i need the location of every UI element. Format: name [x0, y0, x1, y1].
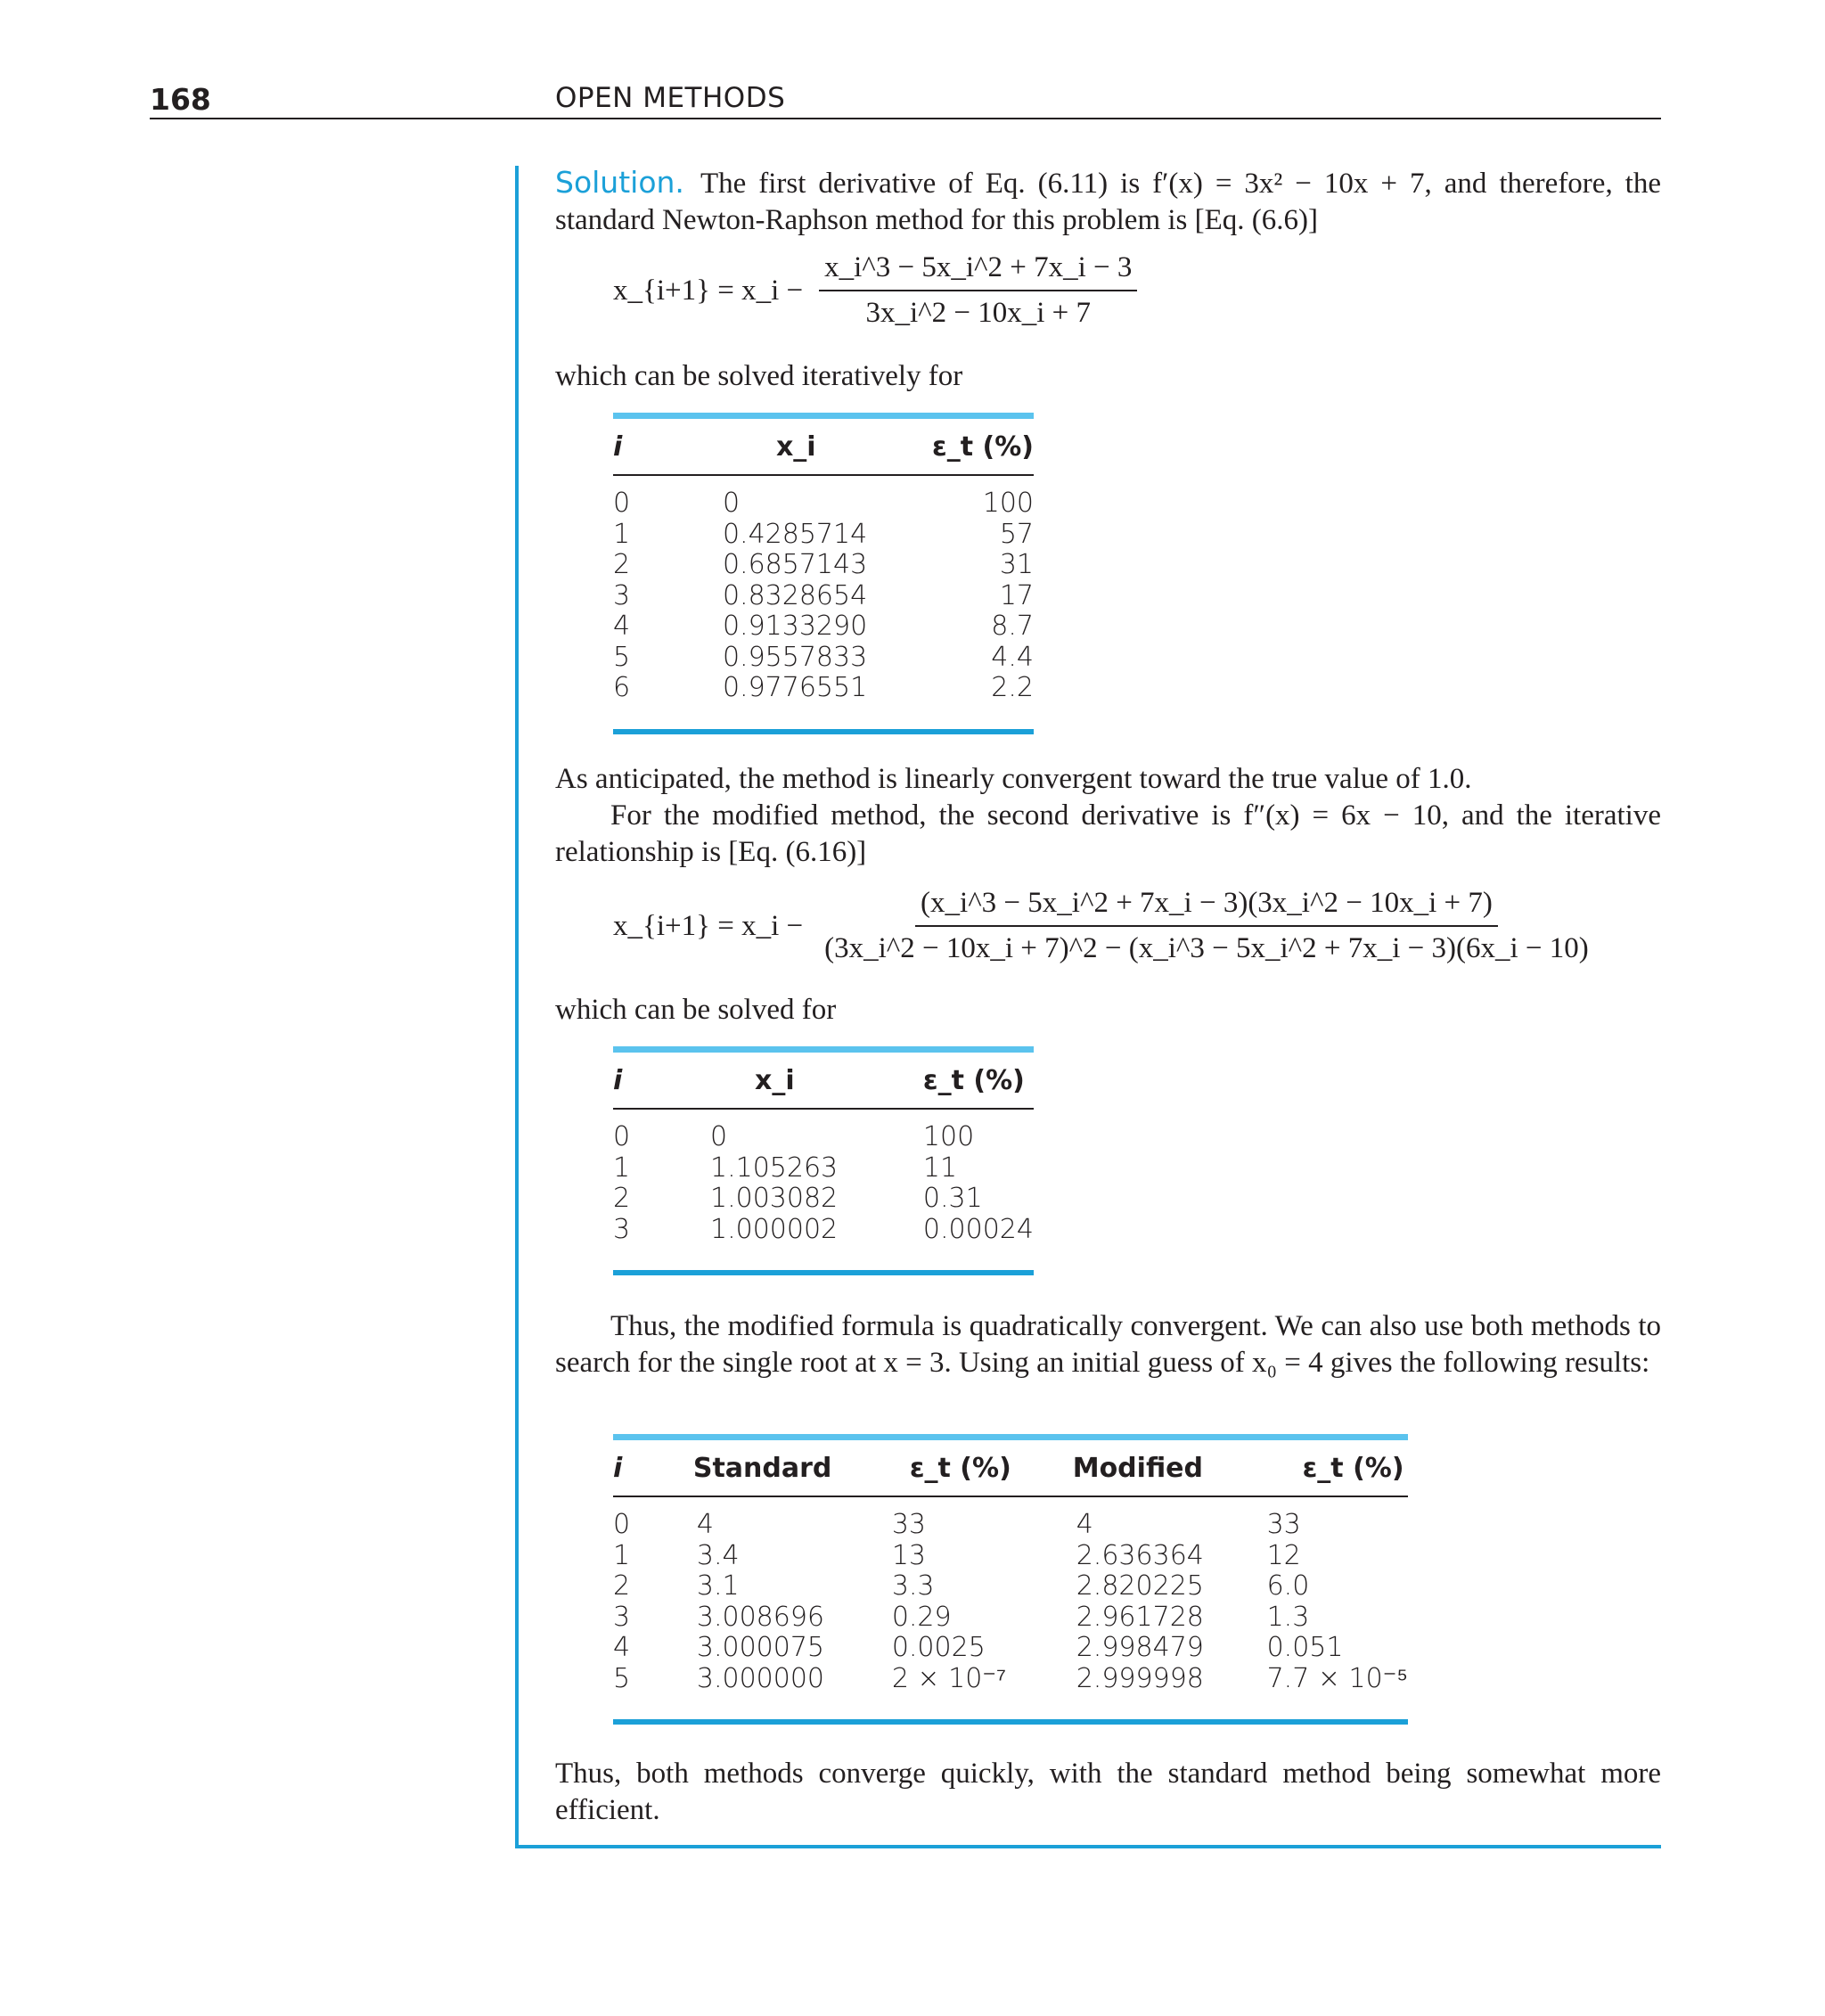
table-cell: 2 × 10⁻⁷	[891, 1662, 1006, 1694]
table-row	[613, 1153, 1034, 1184]
table-row	[613, 643, 1034, 674]
table-cell: 3	[613, 579, 631, 611]
table-cell: 11	[922, 1151, 958, 1184]
table-cell: 2.998479	[1076, 1632, 1204, 1663]
table-cell: 0.31	[922, 1183, 983, 1214]
table-cell: 2	[613, 1570, 631, 1602]
table-row	[613, 581, 1034, 612]
table-cell: 31	[999, 549, 1034, 580]
solution-label: Solution.	[555, 165, 684, 200]
eq2-fraction	[819, 887, 1594, 965]
table2-header-xi: x_i	[755, 1064, 795, 1096]
table-cell: 0	[613, 1509, 631, 1540]
table-cell: 0.8328654	[722, 579, 868, 611]
table-row	[613, 1633, 1408, 1664]
table-row	[613, 1541, 1408, 1572]
table-cell: 1.105263	[710, 1151, 839, 1184]
table-cell: 1.3	[1266, 1601, 1310, 1633]
table-root-at-three	[613, 1434, 1408, 1725]
table-cell: 3.000000	[696, 1662, 825, 1694]
table-row	[613, 520, 1034, 551]
table3-header-et-modified: ε_t (%)	[1302, 1452, 1404, 1484]
table-row	[613, 1571, 1408, 1602]
table-cell: 12	[1266, 1539, 1301, 1571]
table1-header-i: i	[613, 430, 623, 463]
paragraph-quadratic-convergence: Thus, the modified formula is quadratically convergent. We can also use both methods to search for the single root at x = 3. Using an initial guess of x₀ = 4 gives the following results:	[555, 1310, 1661, 1379]
equation-modified-newton-raphson	[613, 887, 1594, 965]
table-row	[613, 550, 1034, 581]
example-box-left-rule	[515, 166, 519, 1848]
table-cell: 100	[982, 488, 1034, 519]
table-cell: 4	[696, 1509, 714, 1540]
table1-body	[613, 475, 1034, 732]
paragraph-conclusion: Thus, both methods converge quickly, with the standard method being somewhat more efficient.	[555, 1758, 1661, 1826]
table-row	[613, 1109, 1034, 1153]
table1-header-row	[613, 416, 1034, 476]
table-cell: 0.00024	[922, 1213, 1034, 1245]
table-cell: 7.7 × 10⁻⁵	[1266, 1662, 1408, 1694]
table-cell: 17	[999, 579, 1034, 611]
paragraph-modified-method: For the modified method, the second derivative is f″(x) = 6x − 10, and the iterative relationship is [Eq. (6.16)]	[555, 799, 1661, 868]
table-row	[613, 1602, 1408, 1634]
page-number: 168	[150, 82, 211, 117]
table-standard-iterations	[613, 413, 1034, 734]
table-cell: 1	[613, 1151, 631, 1184]
table-row	[613, 1664, 1408, 1723]
table-row	[613, 1215, 1034, 1274]
table-cell: 0	[722, 488, 741, 519]
table-cell: 1.003082	[710, 1183, 839, 1214]
table-cell: 6	[613, 672, 631, 703]
table2-body	[613, 1109, 1034, 1273]
table-cell: 57	[999, 518, 1034, 550]
table3-header-standard: Standard	[692, 1452, 832, 1484]
table-cell: 33	[1266, 1509, 1301, 1540]
table-row	[613, 1184, 1034, 1215]
example-box-bottom-rule	[515, 1845, 1661, 1848]
table2-header-et: ε_t (%)	[922, 1064, 1025, 1096]
table-cell: 6.0	[1266, 1570, 1310, 1602]
table3-body	[613, 1496, 1408, 1722]
table-cell: 4.4	[991, 641, 1034, 673]
table-cell: 0.6857143	[722, 549, 868, 580]
table1-header-et: ε_t (%)	[932, 430, 1034, 463]
table-cell: 1.000002	[710, 1213, 839, 1245]
eq1-numerator: x_i^3 − 5x_i^2 + 7x_i − 3	[819, 251, 1137, 291]
table-cell: 0	[613, 488, 631, 519]
table-row	[613, 1496, 1408, 1541]
table3-header-row	[613, 1438, 1408, 1497]
table-row	[613, 611, 1034, 643]
table-cell: 0.9776551	[722, 672, 868, 703]
table-cell: 3.008696	[696, 1601, 825, 1633]
table-cell: 1	[613, 518, 631, 550]
table-cell: 2.820225	[1076, 1570, 1204, 1602]
paragraph-linear-convergence: As anticipated, the method is linearly convergent toward the true value of 1.0.	[555, 763, 1472, 795]
table-cell: 4	[1076, 1509, 1093, 1540]
table-cell: 0	[613, 1121, 631, 1152]
table-cell: 0.9133290	[722, 611, 868, 642]
table-cell: 0.29	[891, 1601, 952, 1633]
table-cell: 33	[891, 1509, 926, 1540]
table2-header-i: i	[613, 1064, 623, 1096]
table-cell: 2	[613, 549, 631, 580]
table-cell: 13	[891, 1539, 926, 1571]
page-header	[150, 78, 1661, 119]
table-cell: 2.2	[991, 672, 1034, 703]
solution-text: The first derivative of Eq. (6.11) is f′(x) = 3x² − 10x + 7, and therefore, the standard Newton-Raphson method for this problem is [Eq. (6.6)]	[555, 168, 1661, 236]
table-cell: 3	[613, 1601, 631, 1633]
table-cell: 3.3	[891, 1570, 935, 1602]
paragraph-solved-for: which can be solved for	[555, 994, 837, 1026]
paragraph-iterative: which can be solved iteratively for	[555, 360, 963, 392]
table-cell: 4	[613, 611, 631, 642]
table-cell: 0.9557833	[722, 641, 868, 673]
table-cell: 0.0025	[891, 1632, 986, 1663]
table-cell: 100	[922, 1121, 975, 1152]
table-cell: 5	[613, 641, 631, 673]
table-cell: 1	[613, 1539, 631, 1571]
running-head: OPEN METHODS	[555, 82, 786, 114]
eq2-lhs: x_{i+1} = x_i −	[613, 909, 804, 942]
table-cell: 4	[613, 1632, 631, 1663]
table-cell: 3	[613, 1213, 631, 1245]
eq1-lhs: x_{i+1} = x_i −	[613, 274, 804, 307]
eq1-denominator: 3x_i^2 − 10x_i + 7	[865, 297, 1092, 329]
table-cell: 8.7	[991, 611, 1034, 642]
eq2-numerator: (x_i^3 − 5x_i^2 + 7x_i − 3)(3x_i^2 − 10x_i + 7)	[915, 887, 1498, 927]
table-cell: 2	[613, 1183, 631, 1214]
table-cell: 3.000075	[696, 1632, 825, 1663]
table-cell: 2.961728	[1076, 1601, 1204, 1633]
solution-paragraph	[555, 164, 1661, 239]
table-cell: 2.636364	[1076, 1539, 1204, 1571]
table-row	[613, 475, 1034, 520]
table2-header-row	[613, 1050, 1034, 1110]
table-cell: 0.051	[1266, 1632, 1344, 1663]
table-cell: 3.1	[696, 1570, 740, 1602]
table-cell: 3.4	[696, 1539, 740, 1571]
table3-header-i: i	[613, 1452, 623, 1484]
table3-header-et-standard: ε_t (%)	[909, 1452, 1011, 1484]
table-cell: 2.999998	[1076, 1662, 1204, 1694]
table3-header-modified: Modified	[1072, 1452, 1203, 1484]
eq2-denominator: (3x_i^2 − 10x_i + 7)^2 − (x_i^3 − 5x_i^2 + 7x_i − 3)(6x_i − 10)	[824, 932, 1589, 964]
equation-newton-raphson	[613, 251, 1137, 330]
table-cell: 5	[613, 1662, 631, 1694]
table-cell: 0.4285714	[722, 518, 868, 550]
table-row	[613, 673, 1034, 732]
table1-header-xi: x_i	[775, 430, 816, 463]
eq1-fraction	[819, 251, 1137, 330]
table-cell: 0	[710, 1121, 728, 1152]
table-modified-iterations	[613, 1046, 1034, 1275]
